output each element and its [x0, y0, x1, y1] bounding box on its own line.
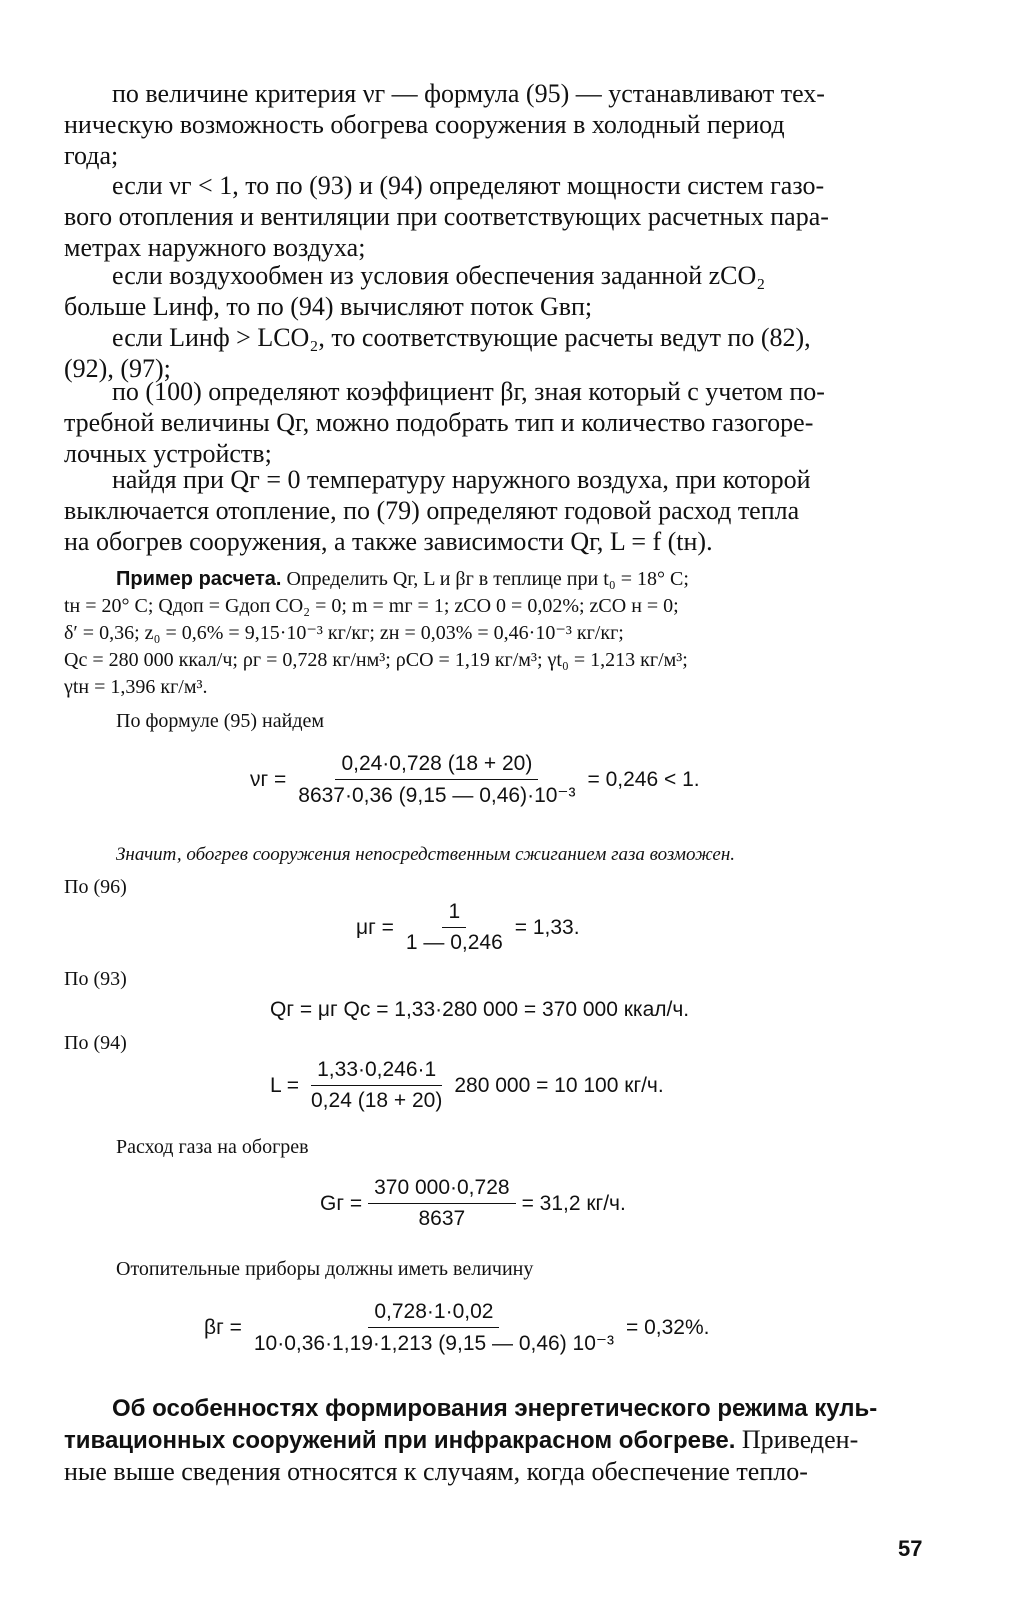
denominator: 1 — 0,246: [405, 931, 503, 954]
page-number: 57: [898, 1536, 923, 1561]
text-line: на обогрев сооружения, а также зависимости Qг, L = f (tн).: [64, 527, 713, 556]
paragraph-infiltration: [64, 322, 934, 384]
text-line: если Lинф > LCO₂, то соответствующие расчеты ведут по (82),: [112, 323, 811, 352]
formula-rhs: 280 000 = 10 100 кг/ч.: [454, 1073, 664, 1097]
fraction: [305, 1058, 448, 1113]
text-line: γtн = 1,396 кг/м³.: [64, 676, 208, 698]
formula-l: [270, 1058, 664, 1113]
formula-text: Qг = μг Qс = 1,33·280 000 = 370 000 ккал/ч.: [270, 998, 690, 1021]
numerator: 1,33·0,246·1: [311, 1058, 442, 1086]
text-line: δ′ = 0,36; z₀ = 0,6% = 9,15·10⁻³ кг/кг; zн = 0,03% = 0,46·10⁻³ кг/кг;: [64, 622, 624, 644]
ref-96: По (96): [64, 876, 127, 898]
formula-lhs: L =: [270, 1073, 299, 1097]
text-line: выключается отопление, по (79) определяют годовой расход тепла: [64, 496, 800, 525]
example-first-line: [64, 566, 934, 593]
paragraph-if-nu: [64, 170, 934, 263]
formula-rhs: = 31,2 кг/ч.: [521, 1191, 626, 1215]
denominator: 8637: [418, 1207, 466, 1230]
text-line: больше Lинф, то по (94) вычисляют поток Gвп;: [64, 292, 593, 321]
text-line: по величине критерия νг — формула (95) — устанавливают тех-: [112, 79, 825, 108]
numerator: 370 000·0,728: [368, 1176, 515, 1204]
gas-consumption-text: Расход газа на обогрев: [116, 1136, 309, 1158]
text-line: лочных устройств;: [64, 439, 272, 468]
fraction: [248, 1300, 620, 1356]
denominator: 10·0,36·1,19·1,213 (9,15 — 0,46) 10⁻³: [253, 1332, 614, 1355]
numerator: 0,728·1·0,02: [368, 1300, 499, 1328]
text-line: по (100) определяют коэффициент βг, зная который с учетом по-: [112, 377, 825, 406]
denominator: 8637·0,36 (9,15 — 0,46)·10⁻³: [298, 784, 576, 807]
text-line: требной величины Qг, можно подобрать тип и количество газогоре-: [64, 408, 814, 437]
formula-lhs: μг =: [356, 915, 394, 939]
text-line: tн = 20° C; Qдоп = Gдоп CO₂ = 0; m = mг = 1; zCO 0 = 0,02%; zCO н = 0;: [64, 595, 679, 617]
example-label: Пример расчета.: [116, 568, 282, 590]
formula-beta: [204, 1300, 709, 1356]
formula-rhs: = 0,246 < 1.: [587, 768, 700, 791]
formula-q: [270, 998, 689, 1022]
text-line: если νг < 1, то по (93) и (94) определяют мощности систем газо-: [112, 171, 825, 200]
ref-93: По (93): [64, 968, 127, 990]
fraction: [368, 1176, 515, 1231]
paragraph-coefficient: [64, 376, 934, 469]
formula-lhs: νг =: [250, 768, 287, 791]
text-line: метрах наружного воздуха;: [64, 233, 366, 262]
formula-mu: [356, 900, 580, 955]
text-line: найдя при Qг = 0 температуру наружного воздуха, при которой: [112, 465, 811, 494]
section-heading-line: Об особенностях формирования энергетического режима куль-: [112, 1395, 878, 1422]
text-line: вого отопления и вентиляции при соответствующих расчетных пара-: [64, 202, 829, 231]
conclusion-text: Значит, обогрев сооружения непосредственным сжиганием газа возможен.: [116, 844, 736, 865]
text-line: Определить Qг, L и βг в теплице при t₀ = 18° C;: [286, 568, 689, 590]
text-line: ническую возможность обогрева сооружения в холодный период: [64, 110, 785, 139]
paragraph-temperature: [64, 464, 934, 557]
heaters-text: Отопительные приборы должны иметь величину: [116, 1258, 534, 1280]
paragraph-air-exchange: [64, 260, 934, 322]
numerator: 0,24·0,728 (18 + 20): [335, 752, 538, 780]
example-block: [64, 566, 934, 701]
text-line: (92), (97);: [64, 354, 171, 383]
text-line: [64, 1392, 934, 1424]
formula-rhs: = 0,32%.: [625, 1316, 710, 1339]
section-heading-line: тивационных сооружений при инфракрасном обогреве.: [64, 1427, 736, 1454]
formula-rhs: = 1,33.: [514, 915, 580, 939]
text-line: [64, 1424, 934, 1456]
section-paragraph: [64, 1392, 934, 1487]
ref-94: По (94): [64, 1032, 127, 1054]
text-line: ные выше сведения относятся к случаям, когда обеспечение тепло-: [64, 1457, 808, 1486]
fraction: [400, 900, 509, 955]
text-line: Qс = 280 000 ккал/ч; ρг = 0,728 кг/нм³; ρCO = 1,19 кг/м³; γt₀ = 1,213 кг/м³;: [64, 649, 688, 671]
formula-nu: [250, 752, 700, 808]
formula-g: [320, 1176, 626, 1231]
text-line: если воздухообмен из условия обеспечения заданной zCO₂: [112, 261, 766, 290]
numerator: 1: [442, 900, 466, 928]
section-text: Приведен-: [735, 1425, 859, 1454]
denominator: 0,24 (18 + 20): [311, 1089, 443, 1112]
intro-formula-95: По формуле (95) найдем: [116, 710, 325, 732]
fraction: [292, 752, 581, 808]
formula-lhs: βг =: [204, 1316, 242, 1339]
formula-lhs: Gг =: [320, 1191, 363, 1215]
paragraph-criterion: [64, 78, 934, 171]
text-line: года;: [64, 141, 119, 170]
